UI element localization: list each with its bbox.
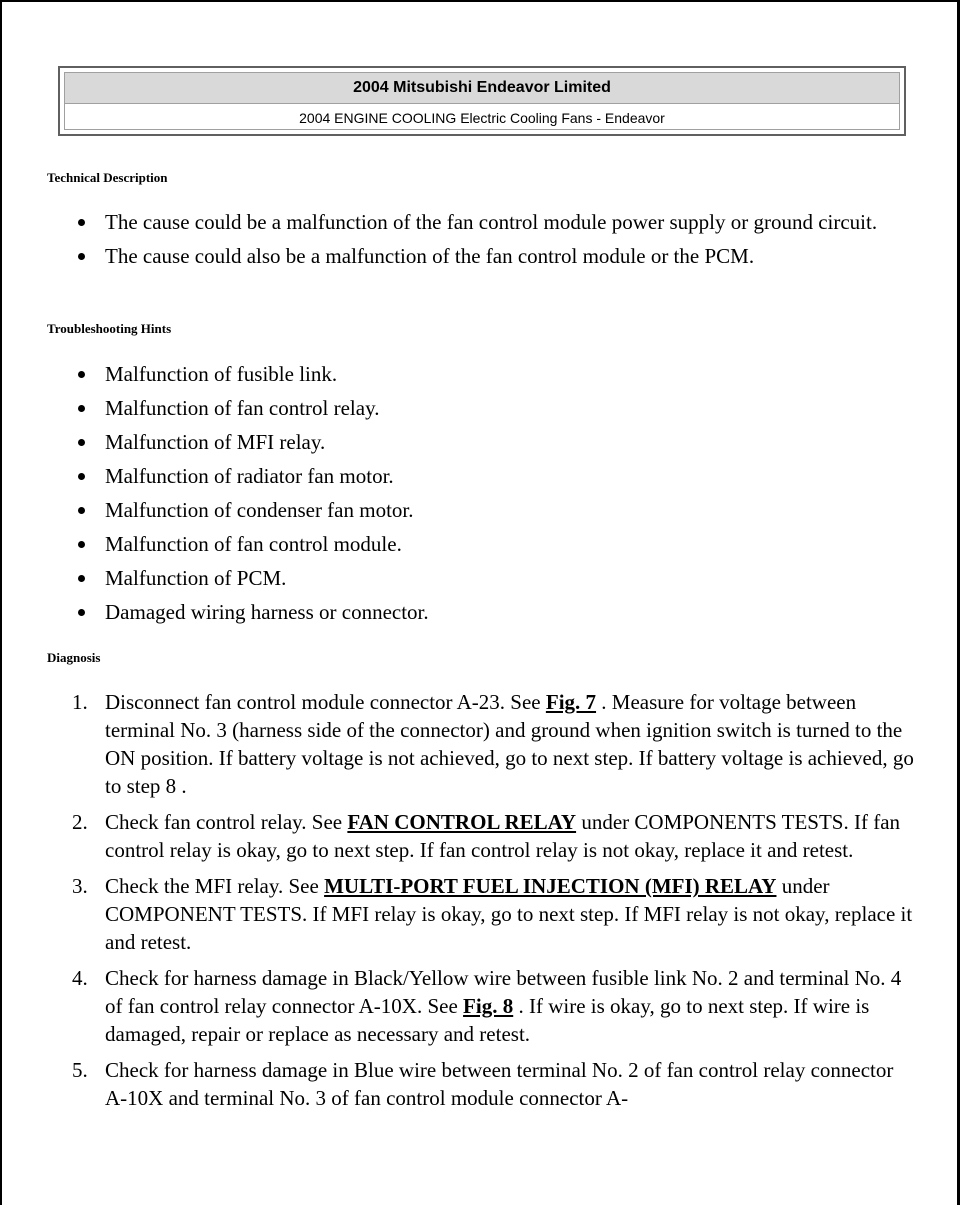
diagnosis-step xyxy=(72,688,918,800)
diagnosis-step xyxy=(72,872,918,956)
header-subtitle: 2004 ENGINE COOLING Electric Cooling Fans - Endeavor xyxy=(299,110,665,126)
bullet-icon xyxy=(78,405,85,412)
step-number: 5. xyxy=(72,1058,88,1082)
list-item-text: Malfunction of fusible link. xyxy=(105,362,338,386)
step-text: under COMPONENT TESTS. If MFI relay is okay, go to next step. If MFI relay is not okay, replace it and retest. xyxy=(105,874,913,954)
list-item-text: Damaged wiring harness or connector. xyxy=(105,600,429,624)
step-number: 1. xyxy=(72,690,88,714)
page-frame-left xyxy=(0,0,2,1205)
diagnosis-step xyxy=(72,808,918,864)
bullet-icon xyxy=(78,253,85,260)
step-text: under COMPONENTS TESTS. If fan control relay is okay, go to next step. If fan control relay is not okay, replace it and retest. xyxy=(105,810,901,862)
list-item xyxy=(72,564,922,592)
document-header-inner xyxy=(64,72,900,130)
bullet-icon xyxy=(78,609,85,616)
header-title: 2004 Mitsubishi Endeavor Limited xyxy=(65,73,899,104)
troubleshooting-hints-list xyxy=(72,360,922,632)
step-number: 2. xyxy=(72,810,88,834)
step-text: Disconnect fan control module connector A-23. See xyxy=(105,690,546,714)
technical-description-list xyxy=(72,208,922,276)
step-text: Check for harness damage in Blue wire between terminal No. 2 of fan control relay connector A-10X and terminal No. 3 of fan control module connector A- xyxy=(105,1058,894,1110)
list-item-text: Malfunction of fan control relay. xyxy=(105,396,380,420)
bullet-icon xyxy=(78,371,85,378)
step-text: . Measure for voltage between terminal No. 3 (harness side of the connector) and ground when ignition switch is turned to the ON position. If battery voltage is not achieved, go to next step. If battery voltage is achieved, go to step 8 . xyxy=(105,690,914,798)
mfi-relay-link[interactable]: MULTI-PORT FUEL INJECTION (MFI) RELAY xyxy=(324,874,777,898)
diagnosis-heading: Diagnosis xyxy=(47,650,101,665)
list-item-text: Malfunction of MFI relay. xyxy=(105,430,326,454)
step-text: Check fan control relay. See xyxy=(105,810,348,834)
list-item xyxy=(72,598,922,626)
diagnosis-step xyxy=(72,1056,918,1112)
step-number: 3. xyxy=(72,874,88,898)
list-item xyxy=(72,208,922,236)
step-number: 4. xyxy=(72,966,88,990)
bullet-icon xyxy=(78,541,85,548)
step-text: Check the MFI relay. See xyxy=(105,874,325,898)
step-text: Check for harness damage in Black/Yellow wire between fusible link No. 2 and terminal No. 4 of fan control relay connector A-10X. See xyxy=(105,966,902,1018)
diagnosis-step xyxy=(72,964,918,1048)
diagnosis-steps xyxy=(72,688,918,1120)
bullet-icon xyxy=(78,473,85,480)
list-item-text: Malfunction of PCM. xyxy=(105,566,287,590)
technical-description-heading: Technical Description xyxy=(47,170,168,185)
list-item xyxy=(72,394,922,422)
document-header xyxy=(58,66,906,136)
page-frame-top xyxy=(0,0,960,2)
step-text: . If wire is okay, go to next step. If wire is damaged, repair or replace as necessary and retest. xyxy=(105,994,870,1046)
list-item xyxy=(72,530,922,558)
list-item xyxy=(72,496,922,524)
list-item-text: Malfunction of condenser fan motor. xyxy=(105,498,414,522)
bullet-icon xyxy=(78,219,85,226)
list-item xyxy=(72,242,922,270)
bullet-icon xyxy=(78,575,85,582)
fig-8-link[interactable]: Fig. 8 xyxy=(463,994,514,1018)
fig-7-link[interactable]: Fig. 7 xyxy=(545,690,597,714)
list-item-text: Malfunction of radiator fan motor. xyxy=(105,464,394,488)
bullet-icon xyxy=(78,439,85,446)
list-item-text: Malfunction of fan control module. xyxy=(105,532,402,556)
list-item-text: The cause could be a malfunction of the fan control module power supply or ground circuit. xyxy=(105,210,878,234)
list-item xyxy=(72,360,922,388)
list-item xyxy=(72,462,922,490)
troubleshooting-hints-heading: Troubleshooting Hints xyxy=(47,321,172,336)
fan-control-relay-link[interactable]: FAN CONTROL RELAY xyxy=(347,810,577,834)
list-item xyxy=(72,428,922,456)
list-item-text: The cause could also be a malfunction of the fan control module or the PCM. xyxy=(105,244,755,268)
bullet-icon xyxy=(78,507,85,514)
